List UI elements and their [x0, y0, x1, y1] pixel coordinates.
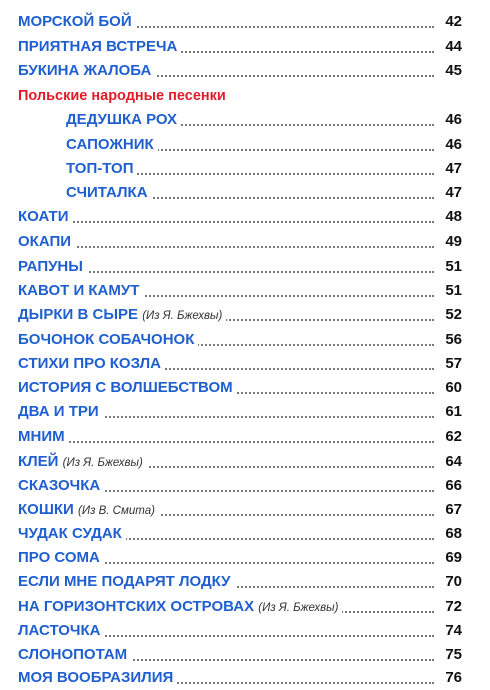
entry-title: КОАТИ	[18, 205, 72, 229]
entry-title: ИСТОРИЯ С ВОЛШЕБСТВОМ	[18, 376, 237, 400]
entry-title: СЛОНОПОТАМ	[18, 643, 131, 667]
entry-page: 51	[445, 282, 462, 299]
toc-entry	[0, 619, 490, 643]
entry-title: ЕСЛИ МНЕ ПОДАРЯТ ЛОДКУ	[18, 570, 235, 594]
entry-title: ДВА И ТРИ	[18, 400, 103, 424]
toc-entry	[0, 133, 490, 157]
entry-title: ПРО СОМА	[18, 546, 104, 570]
toc-entry	[0, 474, 490, 498]
toc-entry	[0, 230, 490, 254]
entry-page: 72	[445, 598, 462, 615]
entry-title-text: ДЫРКИ В СЫРЕ	[18, 306, 139, 323]
entry-page: 67	[445, 501, 462, 518]
toc-entry	[0, 279, 490, 303]
toc-entry	[0, 352, 490, 376]
entry-author-note: (Из В. Смита)	[78, 505, 155, 517]
entry-page: 68	[445, 525, 462, 542]
toc-entry	[0, 570, 490, 594]
toc-entry	[0, 376, 490, 400]
entry-title-text: КОШКИ	[18, 501, 74, 518]
toc-entry	[0, 157, 490, 181]
dot-leader	[18, 441, 434, 443]
entry-page: 61	[445, 403, 462, 420]
entry-page: 46	[445, 111, 462, 128]
toc-entry	[0, 595, 490, 619]
section-heading: Польские народные песенки	[18, 88, 226, 104]
entry-page: 69	[445, 549, 462, 566]
entry-author-note: (Из Я. Бжехвы)	[258, 602, 339, 614]
entry-page: 52	[445, 306, 462, 323]
entry-author-note: (Из Я. Бжехвы)	[142, 310, 223, 322]
entry-title: БОЧОНОК СОБАЧОНОК	[18, 328, 198, 352]
toc-entry	[0, 666, 490, 690]
entry-title: ЛАСТОЧКА	[18, 619, 104, 643]
entry-page: 66	[445, 477, 462, 494]
entry-title: ОКАПИ	[18, 230, 75, 254]
entry-title	[18, 303, 226, 328]
entry-title: БУКИНА ЖАЛОБА	[18, 59, 155, 83]
entry-title: СКАЗОЧКА	[18, 474, 104, 498]
entry-page: 76	[445, 669, 462, 686]
toc-entry	[0, 205, 490, 229]
entry-page: 74	[445, 622, 462, 639]
entry-page: 60	[445, 379, 462, 396]
entry-page: 64	[445, 453, 462, 470]
toc-entry	[0, 181, 490, 205]
toc-entry	[0, 59, 490, 83]
entry-title	[18, 498, 159, 523]
entry-title: МНИМ	[18, 425, 69, 449]
toc-entry	[0, 303, 490, 327]
toc-entry	[0, 522, 490, 546]
entry-title: СТИХИ ПРО КОЗЛА	[18, 352, 165, 376]
entry-page: 51	[445, 258, 462, 275]
entry-title: СЧИТАЛКА	[66, 181, 152, 205]
entry-title: МОЯ ВООБРАЗИЛИЯ	[18, 666, 177, 690]
dot-leader	[18, 246, 434, 248]
entry-title: САПОЖНИК	[66, 133, 158, 157]
entry-page: 48	[445, 208, 462, 225]
entry-title-text: НА ГОРИЗОНТСКИХ ОСТРОВАХ	[18, 598, 255, 615]
toc-entry	[0, 108, 490, 132]
entry-title	[18, 450, 147, 475]
entry-page: 75	[445, 646, 462, 663]
toc-entry	[0, 643, 490, 667]
entry-title: ДЕДУШКА РОХ	[66, 108, 181, 132]
toc-entry	[0, 498, 490, 522]
entry-title: ЧУДАК СУДАК	[18, 522, 126, 546]
entry-page: 70	[445, 573, 462, 590]
entry-page: 47	[445, 184, 462, 201]
entry-page: 42	[445, 13, 462, 30]
toc-entry	[0, 10, 490, 34]
entry-page: 46	[445, 136, 462, 153]
entry-page: 47	[445, 160, 462, 177]
toc-entry	[0, 328, 490, 352]
toc-entry	[0, 35, 490, 59]
toc-entry	[0, 400, 490, 424]
toc-entry	[0, 255, 490, 279]
toc-entry	[0, 425, 490, 449]
entry-title: РАПУНЫ	[18, 255, 87, 279]
entry-title-text: КЛЕЙ	[18, 453, 59, 470]
entry-page: 56	[445, 331, 462, 348]
entry-title	[18, 595, 342, 620]
entry-title: ПРИЯТНАЯ ВСТРЕЧА	[18, 35, 181, 59]
entry-page: 45	[445, 62, 462, 79]
entry-title: ТОП-ТОП	[66, 157, 137, 181]
toc-entry	[0, 450, 490, 474]
entry-title: МОРСКОЙ БОЙ	[18, 10, 136, 34]
entry-page: 44	[445, 38, 462, 55]
entry-title: КАВОТ И КАМУТ	[18, 279, 143, 303]
entry-page: 49	[445, 233, 462, 250]
entry-page: 57	[445, 355, 462, 372]
entry-page: 62	[445, 428, 462, 445]
entry-author-note: (Из Я. Бжехвы)	[62, 457, 143, 469]
dot-leader	[18, 221, 434, 223]
toc-entry	[0, 546, 490, 570]
